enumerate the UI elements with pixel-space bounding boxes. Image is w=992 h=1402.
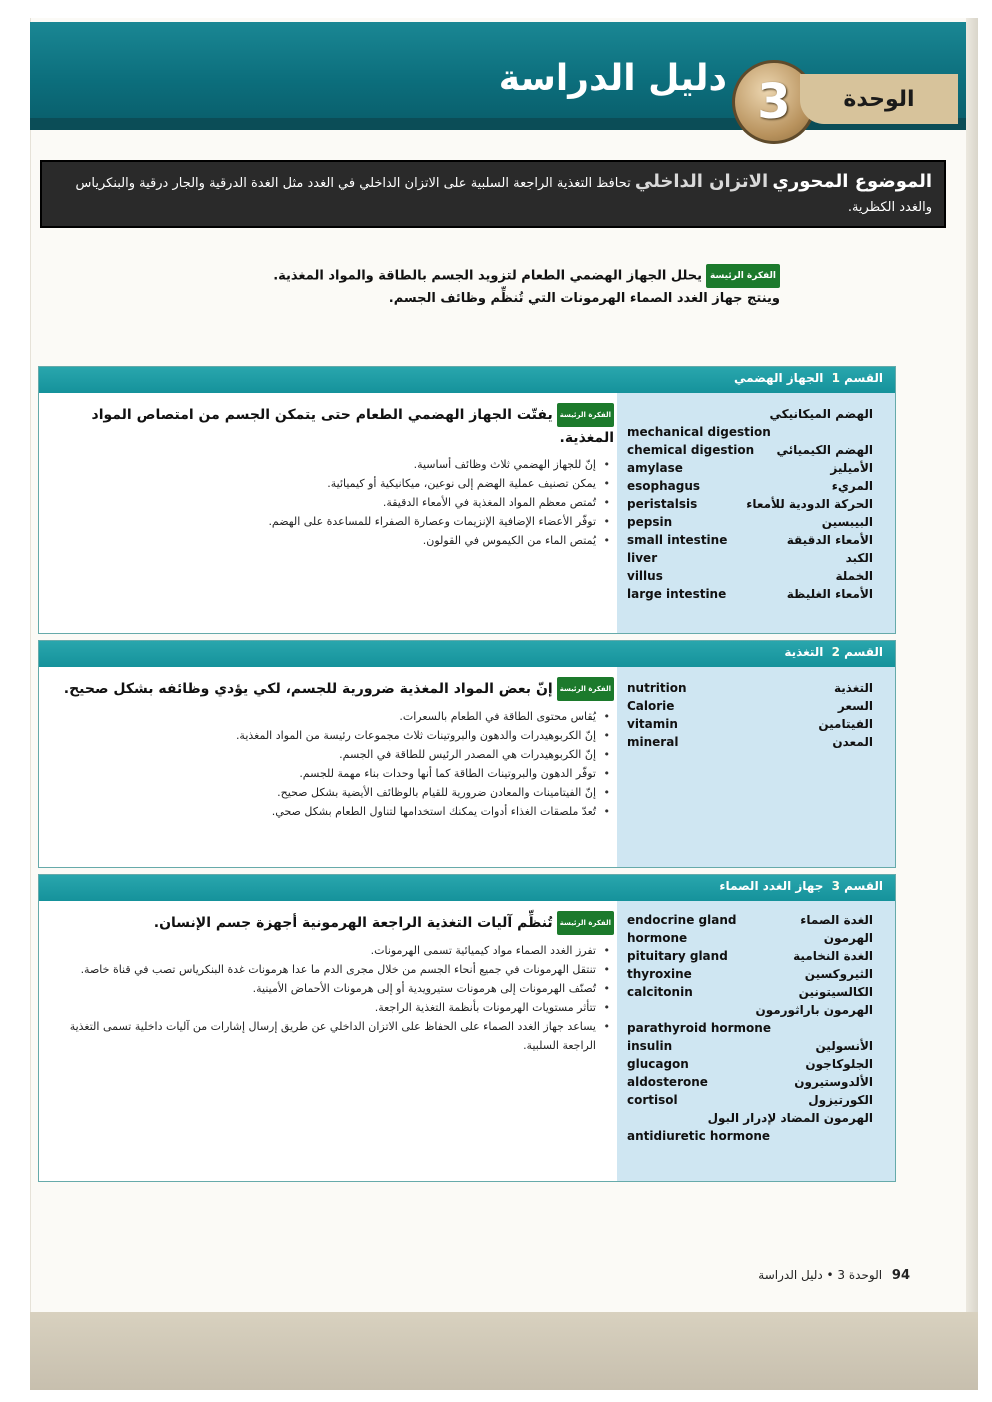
vocab-ar: الفيتامين <box>818 717 873 731</box>
vocab-en: esophagus <box>627 479 701 493</box>
list-item: • إنّ الكربوهيدرات والدهون والبروتينات ثلاث مجموعات رئيسة من المواد المغذية. <box>59 726 610 745</box>
list-item: • تُصنّف الهرمونات إلى هرمونات ستيرويدية أو إلى هرمونات الأحماض الأمينية. <box>59 979 610 998</box>
vocab-ar: الأميليز <box>830 461 873 475</box>
vocab-ar: الهرمون المضاد لإدرار البول <box>707 1111 873 1125</box>
list-item: • تفرز الغدد الصماء مواد كيميائية تسمى الهرمونات. <box>59 941 610 960</box>
vocab-ar: المريء <box>831 479 873 493</box>
vocab-en: peristalsis <box>627 497 698 511</box>
vocab-en: mechanical digestion <box>627 425 771 439</box>
vocab-row <box>627 551 873 569</box>
vocab-ar: الحركة الدودية للأمعاء <box>746 497 873 511</box>
section-3 <box>38 874 896 1182</box>
section-1-main-idea <box>59 403 614 449</box>
list-item: • يمكن تصنيف عملية الهضم إلى نوعين، ميكانيكية أو كيميائية. <box>59 474 610 493</box>
vocab-row <box>627 1039 873 1057</box>
list-item: • إنّ للجهاز الهضمي ثلاث وظائف أساسية. <box>59 455 610 474</box>
section-2-main <box>59 667 614 821</box>
vocab-row <box>627 569 873 587</box>
section-3-main-idea <box>59 911 614 935</box>
vocab-ar: الكالسيتونين <box>798 985 873 999</box>
core-theme-text: تحافظ التغذية الراجعة السلبية على الاتزان الداخلي في الغدد مثل الغدة الدرقية والجار درقية والبنكرياس والغدد الكظرية. <box>75 176 932 215</box>
vocab-en: nutrition <box>627 681 687 695</box>
main-idea-text: يفتّت الجهاز الهضمي الطعام حتى يتمكن الجسم من امتصاص المواد المغذية. <box>91 407 614 446</box>
big-idea-tag: الفكرة الرئيسة <box>706 264 780 288</box>
list-item: • إنّ الكربوهيدرات هي المصدر الرئيس للطاقة في الجسم. <box>59 745 610 764</box>
vocab-en: hormone <box>627 931 688 945</box>
big-idea <box>160 264 780 310</box>
vocab-en: thyroxine <box>627 967 692 981</box>
vocab-row <box>627 1021 873 1039</box>
unit-number-badge: 3 <box>732 60 816 144</box>
section-3-number: 3 <box>831 879 840 893</box>
vocab-row <box>627 735 873 753</box>
section-1 <box>38 366 896 634</box>
section-1-vocab <box>617 393 895 633</box>
section-2-vocab <box>617 667 895 867</box>
section-3-main <box>59 901 614 1055</box>
vocab-row <box>627 1129 873 1147</box>
vocab-ar: الأنسولين <box>815 1039 873 1053</box>
section-1-number: 1 <box>831 371 840 385</box>
section-1-header <box>39 367 895 393</box>
section-3-title: جهاز الغدد الصماء <box>719 879 824 893</box>
main-idea-tag: الفكرة الرئيسة <box>557 677 614 701</box>
section-2-bullets <box>59 707 614 821</box>
vocab-en: insulin <box>627 1039 673 1053</box>
section-3-bullets <box>59 941 614 1055</box>
vocab-row <box>627 931 873 949</box>
vocab-ar: الثيروكسين <box>804 967 873 981</box>
vocab-row <box>627 1075 873 1093</box>
big-idea-line1: يحلل الجهاز الهضمي الطعام لتزويد الجسم بالطاقة والمواد المغذية. <box>273 268 703 284</box>
vocab-ar: المعدن <box>832 735 873 749</box>
vocab-row <box>627 1111 873 1129</box>
vocab-ar: الهضم الكيميائي <box>776 443 873 457</box>
vocab-en: antidiuretic hormone <box>627 1129 771 1143</box>
vocab-row <box>627 1057 873 1075</box>
core-theme-box <box>40 160 946 228</box>
vocab-ar: التغذية <box>833 681 873 695</box>
section-2-header <box>39 641 895 667</box>
vocab-en: parathyroid hormone <box>627 1021 771 1035</box>
unit-label: الوحدة <box>800 74 958 124</box>
list-item: • تنتقل الهرمونات في جميع أنحاء الجسم من خلال مجرى الدم ما عدا هرمونات غدة البنكرياس تصب في قناة خاصة. <box>59 960 610 979</box>
vocab-en: chemical digestion <box>627 443 755 457</box>
vocab-ar: الغدة الصماء <box>800 913 873 927</box>
vocab-row <box>627 949 873 967</box>
vocab-ar: الغدة النخامية <box>793 949 873 963</box>
main-idea-text: إنّ بعض المواد المغذية ضرورية للجسم، لكي يؤدي وظائفه بشكل صحيح. <box>63 681 553 697</box>
main-idea-tag: الفكرة الرئيسة <box>557 403 614 427</box>
vocab-ar: الكبد <box>845 551 873 565</box>
vocab-ar: الأمعاء الدقيقة <box>786 533 873 547</box>
section-3-vocab <box>617 901 895 1181</box>
list-item: • تتأثر مستويات الهرمونات بأنظمة التغذية الراجعة. <box>59 998 610 1017</box>
vocab-en: glucagon <box>627 1057 689 1071</box>
vocab-ar: الألدوستيرون <box>794 1075 873 1089</box>
core-theme-keyword: الاتزان الداخلي <box>634 171 769 192</box>
vocab-row <box>627 479 873 497</box>
vocab-row <box>627 587 873 605</box>
list-item: • يُقاس محتوى الطاقة في الطعام بالسعرات. <box>59 707 610 726</box>
vocab-ar: الجلوكاجون <box>805 1057 873 1071</box>
vocab-en: vitamin <box>627 717 678 731</box>
section-2-title: التغذية <box>784 645 824 659</box>
section-3-label: القسم <box>844 879 883 893</box>
vocab-en: mineral <box>627 735 679 749</box>
vocab-en: villus <box>627 569 663 583</box>
section-1-title: الجهاز الهضمي <box>734 371 824 385</box>
vocab-en: liver <box>627 551 658 565</box>
section-3-header <box>39 875 895 901</box>
vocab-row <box>627 533 873 551</box>
list-item: • توفّر الأعضاء الإضافية الإنزيمات وعصارة الصفراء للمساعدة على الهضم. <box>59 512 610 531</box>
vocab-en: pepsin <box>627 515 673 529</box>
vocab-row <box>627 443 873 461</box>
main-idea-text: تُنظِّم آليات التغذية الراجعة الهرمونية أجهزة جسم الإنسان. <box>153 915 553 931</box>
vocab-row <box>627 699 873 717</box>
page-footer <box>700 1268 910 1283</box>
vocab-row <box>627 985 873 1003</box>
vocab-ar: الخملة <box>835 569 873 583</box>
vocab-ar: الهضم الميكانيكي <box>769 407 873 421</box>
vocab-row <box>627 407 873 425</box>
vocab-en: large intestine <box>627 587 727 601</box>
vocab-row <box>627 461 873 479</box>
section-1-bullets <box>59 455 614 550</box>
page-number: 94 <box>891 1268 910 1283</box>
vocab-en: calcitonin <box>627 985 693 999</box>
vocab-en: pituitary gland <box>627 949 728 963</box>
section-2-main-idea <box>59 677 614 701</box>
vocab-en: cortisol <box>627 1093 678 1107</box>
vocab-row <box>627 1093 873 1111</box>
vocab-en: aldosterone <box>627 1075 708 1089</box>
page-bottom-band <box>30 1312 978 1390</box>
vocab-en: Calorie <box>627 699 675 713</box>
vocab-row <box>627 717 873 735</box>
section-1-label: القسم <box>844 371 883 385</box>
section-2-label: القسم <box>844 645 883 659</box>
vocab-ar: البيبسين <box>821 515 873 529</box>
vocab-ar: الهرمون <box>823 931 873 945</box>
list-item: • يساعد جهاز الغدد الصماء على الحفاظ على الاتزان الداخلي عن طريق إرسال إشارات من آليات داخلية تسمى التغذية الراجعة السلبية. <box>59 1017 610 1055</box>
vocab-en: endocrine gland <box>627 913 737 927</box>
vocab-en: amylase <box>627 461 683 475</box>
vocab-ar: الأمعاء الغليظة <box>786 587 873 601</box>
list-item: • يُمتص الماء من الكيموس في القولون. <box>59 531 610 550</box>
section-2 <box>38 640 896 868</box>
core-theme-heading: الموضوع المحوري <box>772 171 932 192</box>
vocab-ar: الهرمون باراثورمون <box>755 1003 873 1017</box>
vocab-en: small intestine <box>627 533 728 547</box>
vocab-row <box>627 681 873 699</box>
vocab-row <box>627 515 873 533</box>
vocab-row <box>627 1003 873 1021</box>
big-idea-line2: وينتج جهاز الغدد الصماء الهرمونات التي تُنظِّم وظائف الجسم. <box>388 291 780 306</box>
list-item: • تُمتص معظم المواد المغذية في الأمعاء الدقيقة. <box>59 493 610 512</box>
footer-text: الوحدة 3 • دليل الدراسة <box>758 1268 883 1282</box>
vocab-row <box>627 497 873 515</box>
section-3-body <box>39 901 895 1181</box>
list-item: • تُعدّ ملصقات الغذاء أدوات يمكنك استخدامها لتناول الطعام بشكل صحي. <box>59 802 610 821</box>
section-2-body <box>39 667 895 867</box>
vocab-ar: السعر <box>837 699 873 713</box>
list-item: • إنّ الفيتامينات والمعادن ضرورية للقيام بالوظائف الأيضية بشكل صحيح. <box>59 783 610 802</box>
page-title: دليل الدراسة <box>498 58 727 99</box>
page-edge-shadow <box>966 18 978 1390</box>
main-idea-tag: الفكرة الرئيسة <box>557 911 614 935</box>
vocab-row <box>627 967 873 985</box>
vocab-ar: الكورتيزول <box>808 1093 873 1107</box>
section-1-body <box>39 393 895 633</box>
list-item: • توفّر الدهون والبروتينات الطاقة كما أنها وحدات بناء مهمة للجسم. <box>59 764 610 783</box>
section-2-number: 2 <box>831 645 840 659</box>
vocab-row <box>627 425 873 443</box>
section-1-main <box>59 393 614 550</box>
vocab-row <box>627 913 873 931</box>
